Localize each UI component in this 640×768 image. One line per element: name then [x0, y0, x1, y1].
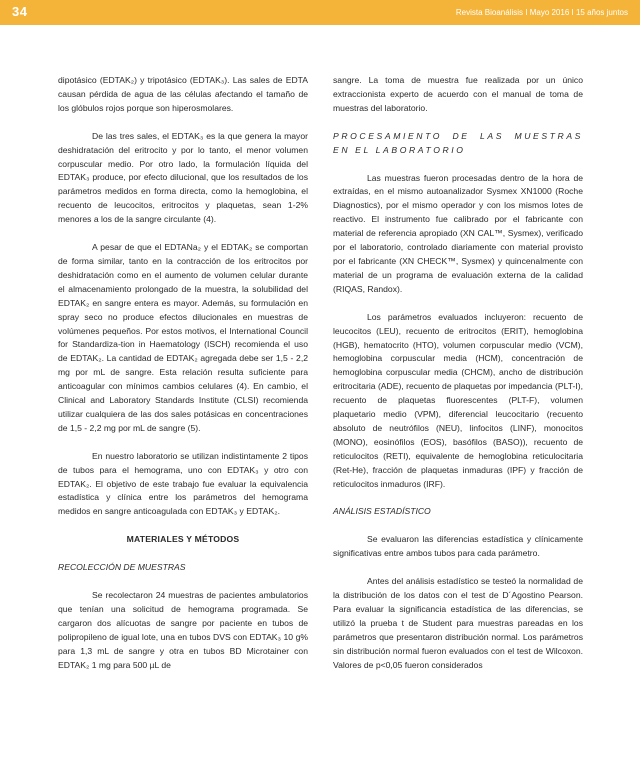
paragraph: Las muestras fueron procesadas dentro de la hora de extraídas, en el mismo autoanalizador Sysmex XN1000 (Roche Diagnostics), por el mismo operador y con los mismos lotes de reactivo. El instrumento fue calibrado por el fabricante con material de referencia apropiado (XN CAL™, Sysmex), verificado por el laboratorio, controlado diariamente con material provisto por el fabricante (XN CHECK™, Sysmex) y quincenalmente con material de un programa de evaluación externa de la calidad (RIQAS, Randox).	[333, 172, 583, 294]
paragraph: Antes del análisis estadístico se testeó la normalidad de la distribución de los datos con el test de D´Agostino Pearson. Para evaluar la significancia estadística de las diferencias, se utilizó la prueba t de Student para muestras pareadas en los parámetros que presentaron distribución normal. Los parámetros sin distribución normal fueron evaluados con el test de Wilcoxon. Valores de p<0,05 fueron considerados	[333, 576, 583, 670]
section-heading: MATERIALES Y MÉTODOS	[126, 534, 240, 545]
paragraph: Se evaluaron las diferencias estadística y clínicamente significativas entre ambos tubos para cada parámetro.	[333, 534, 583, 559]
paragraph: De las tres sales, el EDTAK₃ es la que genera la mayor deshidratación del eritrocito y por lo tanto, el menor volumen corpuscular medio. Por otro lado, la formulación líquida del EDTAK₃ produce, por efecto dilucional, que los resultados de los parámetros medidos en forma directa, como la hemoglobina, el recuento de leucocitos, eritrocitos y plaquetas, sean 1-2% menores a los de la sangre circulante (4).	[58, 130, 308, 225]
left-column	[58, 74, 308, 673]
paragraph: En nuestro laboratorio se utilizan indistintamente 2 tipos de tubos para el hemograma, uno con EDTAK₃ y otro con EDTAK₂. El objetivo de este trabajo fue evaluar la equivalencia estadística y clínica entre los parámetros del hemograma medidos en sangre anticoagulada con EDTAK₃ y EDTAK₂.	[58, 450, 308, 517]
paragraph: dipotásico (EDTAK₂) y tripotásico (EDTAK₃). Las sales de EDTA causan pérdida de agua de las células afectando el tamaño de los glóbulos rojos porque son hiperosmolares.	[58, 75, 308, 113]
paragraph: Los parámetros evaluados incluyeron: recuento de leucocitos (LEU), recuento de eritrocitos (ERIT), hemoglobina (HGB), hematocrito (HTO), volumen corpuscular medio (VCM), hemoglobina corpuscular media (HCM), concentración de hemoglobina corpuscular media (CHCM), ancho de distribución eritrocitaria (ADE), recuento de plaquetas por impedancia (PLT-I), recuento de plaquetas fluorescentes (PLT-F), volumen plaquetario medio (VPM), diferencial leucocitario (recuento absoluto de neutrófilos (NEU), linfocitos (LINF), monocitos (MONO), eosinófilos (EOS), basófilos (BASO)), recuento de reticulocitos (RETI), equivalente de hemoglobina reticulocitaria (Ret-He), fracción de plaquetas inmaduras (IPF) y fracción de reticulocitos inmaduros (IRF).	[333, 311, 583, 489]
right-column	[333, 74, 583, 673]
paragraph: Se recolectaron 24 muestras de pacientes ambulatorios que tenían una solicitud de hemograma programada. Se cargaron dos alícuotas de sangre por paciente en tubos de polipropileno de igual lote, una en tubos DVS con EDTAK₃ 10 g% para 1,3 mL de sangre y otra en tubos BD Microtainer con EDTAK₂ 1 mg para 500 µL de	[58, 590, 308, 670]
running-title: Revista Bioanálisis I Mayo 2016 I 15 años juntos	[455, 8, 628, 17]
page-number: 34	[12, 4, 28, 19]
subsection-heading: RECOLECCIÓN DE MUESTRAS	[58, 562, 186, 573]
paragraph: A pesar de que el EDTANa₂ y el EDTAK₂ se comportan de forma similar, tanto en la contracción de los eritrocitos por deshidratación como en el aumento de volumen celular durante el almacenamiento prolongado de la muestra, la solubilidad del EDTAK₂ en sangre entera es mayor. Además, su formulación en spray seco no produce efectos dilucionales en muestras de volúmenes pequeños. Por estos motivos, el International Council for Standardiza-tion in Haematology (ISCH) recomienda el uso de EDTAK₂. La cantidad de EDTAK₂ agregada debe ser 1,5 - 2,2 mg por mL de sangre. Esta relación resulta suficiente para anticoagular con mínimos cambios celulares (4). En cambio, el Clinical and Laboratory Standards Institute (CLSI) recomienda utilizar cualquiera de las dos sales potásicas en concentraciones de 1,5 - 2,2 mg por mL de sangre (5).	[58, 242, 308, 433]
header-bar	[0, 0, 640, 25]
paragraph: sangre. La toma de muestra fue realizada por un único extraccionista experto de acuerdo con el manual de toma de muestras del laboratorio.	[333, 75, 583, 113]
subsection-heading: ANÁLISIS ESTADÍSTICO	[333, 506, 431, 517]
subsection-heading: PROCESAMIENTO DE LAS MUESTRAS EN EL LABORATORIO	[333, 130, 583, 155]
